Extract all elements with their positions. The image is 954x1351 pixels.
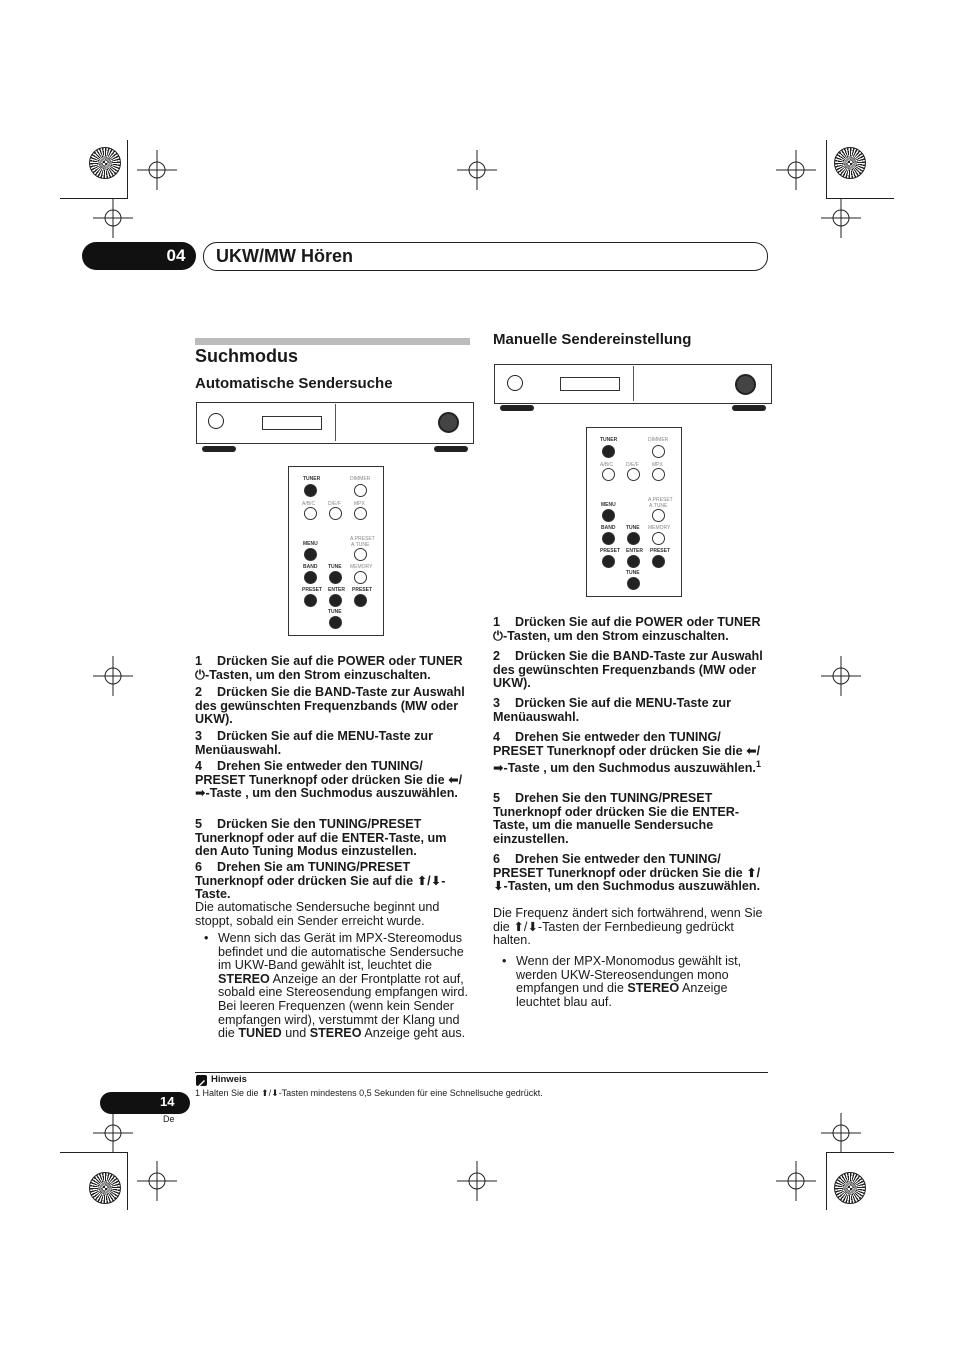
left-heading: Automatische Sendersuche: [195, 375, 393, 392]
chapter-title: UKW/MW Hören: [216, 246, 353, 266]
left-body: Die automatische Sendersuche beginnt und stoppt, sobald ein Sender erreicht wurde.: [195, 900, 440, 928]
page-number: 14: [160, 1094, 175, 1109]
up-arrow-button-icon: [627, 532, 640, 545]
right-heading: Manuelle Sendereinstellung: [493, 331, 692, 348]
right-step-4: 4 Drehen Sie entweder den TUNING/ PRESET Tunerknopf oder drücken Sie die ⬅/➡-Taste , um den Suchmodus auszuwählen.$^1$: [493, 730, 761, 776]
page-number-badge: [100, 1092, 190, 1114]
left-step-3: 3 Drücken Sie auf die MENU-Taste zur Menüauswahl.: [195, 729, 434, 757]
right-bullet: • Wenn der MPX-Monomodus gewählt ist, werden UKW-Stereosendungen mono empfangen und die STEREO Anzeige leuchtet blau auf.: [516, 955, 766, 1009]
right-arrow-button-icon: [354, 594, 367, 607]
right-arrow-button-icon: [652, 555, 665, 568]
language-code: De: [163, 1114, 175, 1124]
tuner-power-button-icon: [602, 445, 615, 458]
left-bullet: • Wenn sich das Gerät im MPX-Stereomodus befindet und die automatische Sendersuche im UKW-Band gewählt ist, leuchtet die STEREO Anzeige an der Frontplatte rot auf, sobald eine Stereosendung empfangen wird. Bei leeren Frequenzen (wenn kein Sender empfangen wird), verstummt der Klang und die TUNED und STEREO Anzeige geht aus.: [218, 932, 470, 1041]
section-bar: [195, 338, 470, 345]
tuner-power-button-icon: [304, 484, 317, 497]
power-knob-icon: [507, 375, 523, 391]
left-step-5: 5 Drücken Sie den TUNING/PRESET Tunerknopf oder auf die ENTER-Taste, um den Auto Tuning Modus einzustellen.: [195, 817, 447, 859]
note-text: 1 Halten Sie die ⬆/⬇-Tasten mindestens 0,5 Sekunden für eine Schnellsuche gedrückt.: [195, 1088, 543, 1098]
right-body: Die Frequenz ändert sich fortwährend, wenn Sie die ⬆/⬇-Tasten der Fernbedieung gedrückt halten.: [493, 906, 763, 948]
right-step-3: 3 Drücken Sie auf die MENU-Taste zur Menüauswahl.: [493, 696, 732, 724]
down-arrow-button-icon: [329, 616, 342, 629]
tuning-knob-icon: [735, 374, 756, 395]
right-step-5: 5 Drehen Sie den TUNING/PRESET Tunerknopf oder drücken Sie die ENTER-Taste, um die manuelle Sendersuche einzustellen.: [493, 791, 740, 846]
tuning-knob-icon: [438, 412, 459, 433]
left-arrow-button-icon: [304, 594, 317, 607]
display-window: [262, 416, 322, 430]
section-title: Suchmodus: [195, 346, 299, 366]
left-arrow-button-icon: [602, 555, 615, 568]
left-step-1: 1 Drücken Sie auf die POWER oder TUNER ⏻-Tasten, um den Strom einzuschalten.: [195, 654, 463, 682]
power-knob-icon: [208, 413, 224, 429]
chapter-number: 04: [166, 246, 186, 265]
left-step-6: 6 Drehen Sie am TUNING/PRESET Tunerknopf oder drücken Sie auf die ⬆/⬇-Taste.: [195, 860, 446, 902]
note-pencil-icon: [196, 1075, 207, 1086]
right-step-2: 2 Drücken Sie die BAND-Taste zur Auswahl des gewünschten Frequenzbands (MW oder UKW).: [493, 649, 763, 691]
right-step-6: 6 Drehen Sie entweder den TUNING/ PRESET Tunerknopf oder drücken Sie die ⬆/⬇-Tasten, um den Suchmodus auszuwählen.: [493, 852, 761, 894]
note-divider: [195, 1072, 768, 1073]
down-arrow-button-icon: [627, 577, 640, 590]
note-title: Hinweis: [211, 1074, 247, 1085]
right-step-1: 1 Drücken Sie auf die POWER oder TUNER ⏻-Tasten, um den Strom einzuschalten.: [493, 615, 761, 643]
up-arrow-button-icon: [329, 571, 342, 584]
left-step-2: 2 Drücken Sie die BAND-Taste zur Auswahl des gewünschten Frequenzbands (MW oder UKW).: [195, 685, 465, 727]
left-step-4: 4 Drehen Sie entweder den TUNING/ PRESET Tunerknopf oder drücken Sie die ⬅/➡-Taste , um den Suchmodus auszuwählen.: [195, 759, 463, 801]
display-window: [560, 377, 620, 391]
